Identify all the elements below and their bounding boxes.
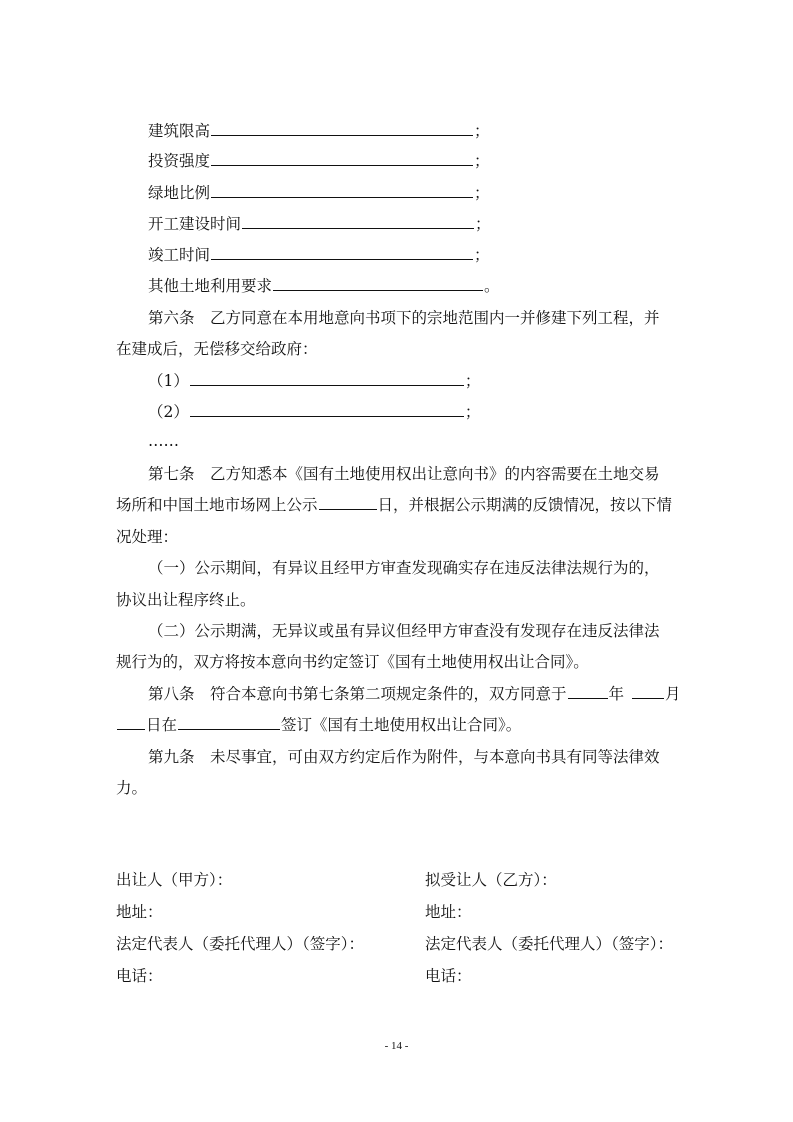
grantor-phone: 电话： <box>116 967 163 985</box>
year-label: 年 <box>608 685 625 703</box>
article6-line2: 在建成后，无偿移交给政府： <box>116 340 318 358</box>
grantor-address: 地址： <box>116 903 163 921</box>
item-end: ； <box>464 403 481 421</box>
item-number: （2） <box>148 403 189 421</box>
article6-line1: 第六条 乙方同意在本用地意向书项下的宗地范围内一并修建下列工程，并 <box>148 309 660 327</box>
article7-text: 日，并根据公示期满的反馈情况，按以下情 <box>377 496 673 514</box>
blank-line <box>211 244 473 260</box>
item-number: （1） <box>148 372 189 390</box>
blank-line <box>319 494 377 510</box>
signature-left <box>116 869 364 997</box>
blank-line <box>211 150 473 166</box>
field-end: ； <box>474 184 490 202</box>
blank-line <box>178 714 280 730</box>
grantee-phone: 电话： <box>425 967 472 985</box>
blank-line <box>117 714 145 730</box>
field-investment-intensity <box>148 150 490 172</box>
field-label: 竣工时间 <box>148 246 211 264</box>
blank-line <box>211 182 473 198</box>
field-other-requirements <box>148 275 500 297</box>
article7-line3: 况处理： <box>116 528 179 546</box>
field-green-ratio <box>148 182 490 204</box>
article7-line2 <box>116 494 672 516</box>
month-label: 月 <box>665 685 681 703</box>
field-label: 其他土地利用要求 <box>148 277 273 295</box>
article7-clause2-line2: 规行为的，双方将按本意向书约定签订《国有土地使用权出让合同》。 <box>116 653 589 671</box>
field-end: ； <box>474 246 490 264</box>
article6-item1 <box>148 370 480 392</box>
article7-clause1-line1: （一）公示期间，有异议且经甲方审查发现确实存在违反法律法规行为的， <box>148 559 660 577</box>
field-label: 投资强度 <box>148 152 211 170</box>
blank-line <box>211 120 473 136</box>
signature-right <box>425 869 673 997</box>
blank-line <box>190 401 464 417</box>
field-end: ； <box>474 152 490 170</box>
grantee-representative: 法定代表人（委托代理人）（签字）： <box>425 935 674 953</box>
grantor-representative: 法定代表人（委托代理人）（签字）： <box>116 935 365 953</box>
field-label: 开工建设时间 <box>148 215 242 233</box>
field-end: ； <box>474 122 490 140</box>
article8-text: 第八条 符合本意向书第七条第二项规定条件的，双方同意于 <box>148 685 567 703</box>
blank-line <box>273 275 483 291</box>
day-label: 日在 <box>146 716 178 734</box>
article9-line2: 力。 <box>116 779 148 797</box>
article9-line1: 第九条 未尽事宜，可由双方约定后作为附件，与本意向书具有同等法律效 <box>148 748 660 766</box>
blank-line <box>568 683 608 699</box>
field-building-height <box>148 120 490 142</box>
grantor-label: 出让人（甲方）： <box>116 871 233 889</box>
article7-line1: 第七条 乙方知悉本《国有土地使用权出让意向书》的内容需要在土地交易 <box>148 465 660 483</box>
article8-line2 <box>116 714 521 736</box>
grantee-label: 拟受让人（乙方）： <box>425 871 557 889</box>
article7-clause1-line2: 协议出让程序终止。 <box>116 591 256 609</box>
grantee-address: 地址： <box>425 903 472 921</box>
article6-ellipsis: …… <box>148 432 179 450</box>
field-label: 建筑限高 <box>148 122 211 140</box>
field-completion-time <box>148 244 490 266</box>
blank-line <box>632 683 664 699</box>
article8-text: 签订《国有土地使用权出让合同》。 <box>281 716 522 734</box>
article7-text: 场所和中国土地市场网上公示 <box>116 496 318 514</box>
item-end: ； <box>464 372 481 390</box>
blank-line <box>190 370 464 386</box>
field-construction-start <box>148 213 491 235</box>
blank-line <box>242 213 474 229</box>
article6-item2 <box>148 401 480 423</box>
page-number: - 14 - <box>384 1040 409 1052</box>
field-end: ； <box>475 215 491 233</box>
article7-clause2-line1: （二）公示期满，无异议或虽有异议但经甲方审查没有发现存在违反法律法 <box>148 622 660 640</box>
article8-line1 <box>148 683 681 705</box>
field-label: 绿地比例 <box>148 184 211 202</box>
field-end: 。 <box>484 277 500 295</box>
